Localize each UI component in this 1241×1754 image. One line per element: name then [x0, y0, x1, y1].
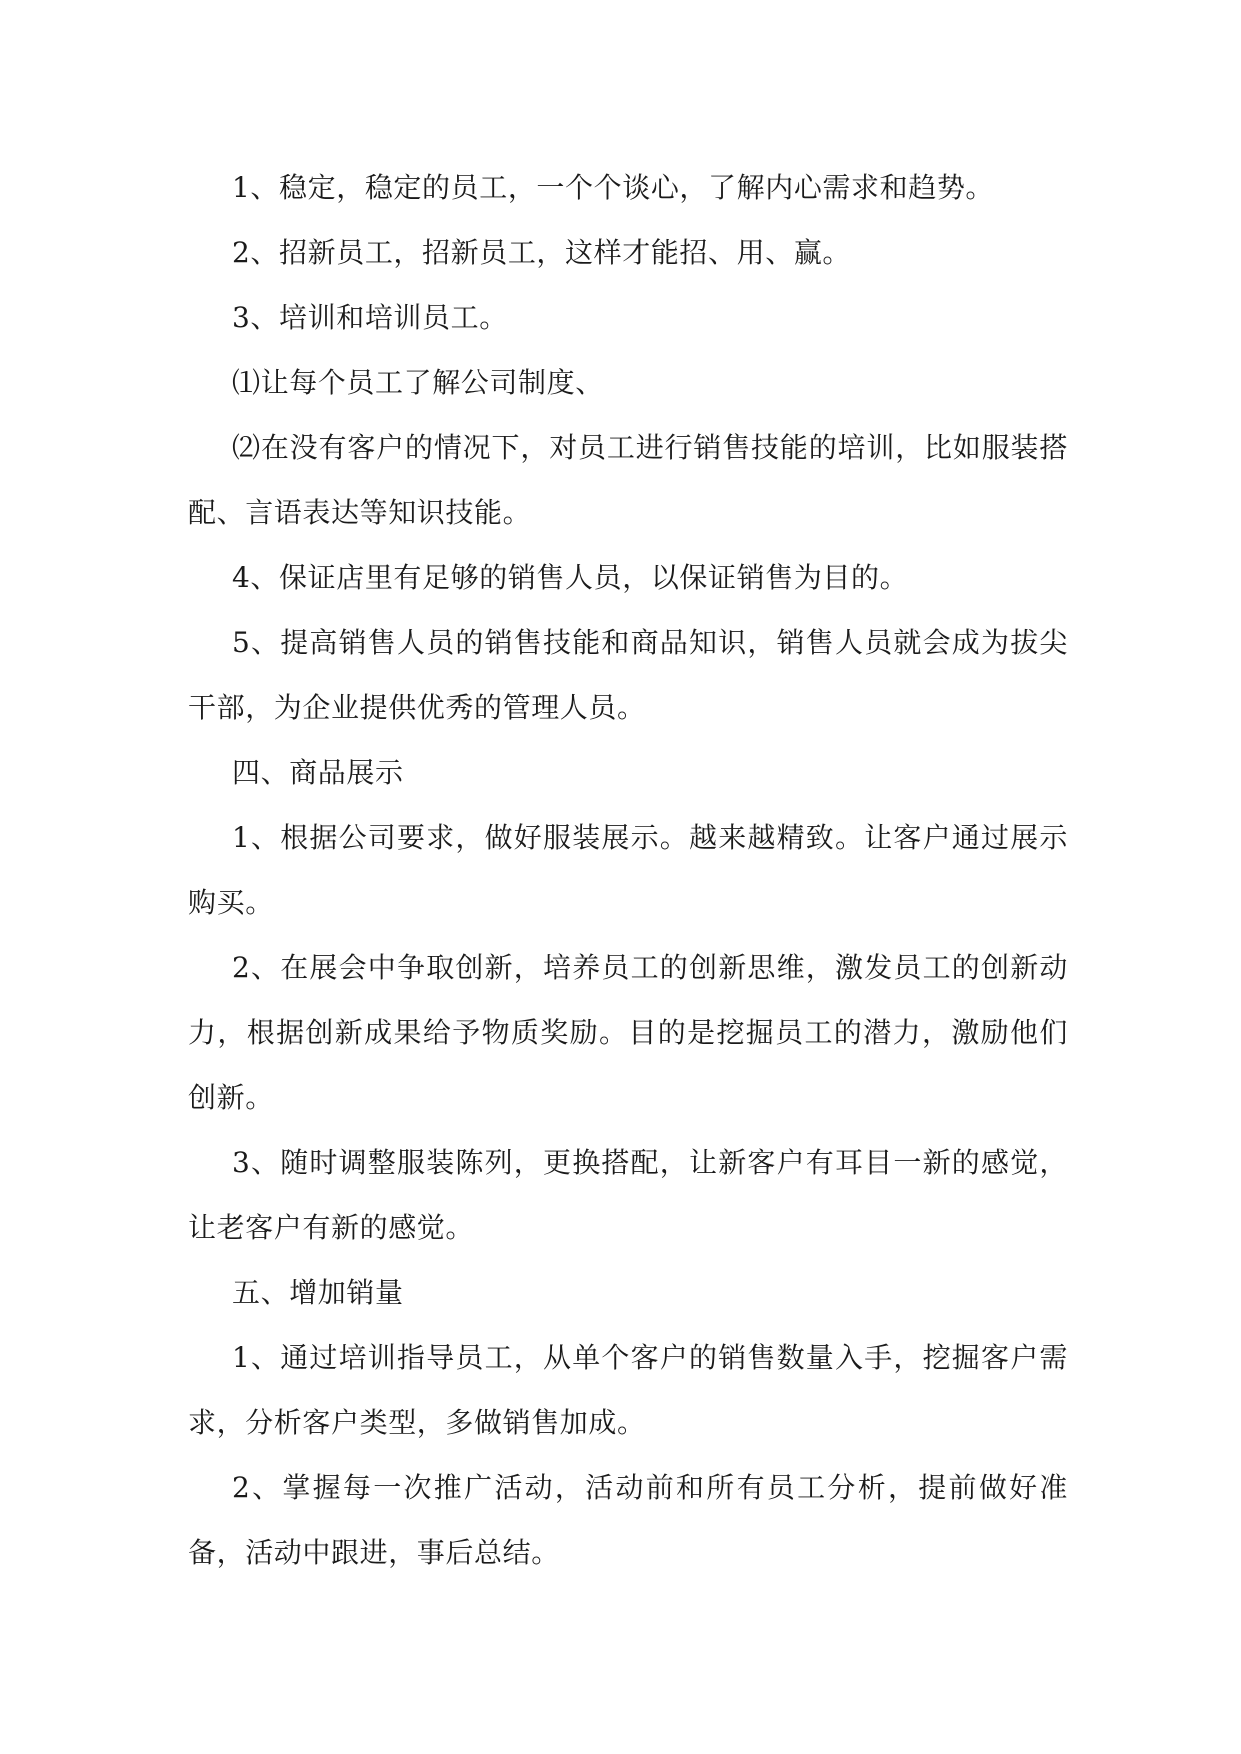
paragraph-sales-skills-training: ⑵在没有客户的情况下，对员工进行销售技能的培训，比如服装搭配、言语表达等知识技能。 — [188, 431, 1068, 529]
section-heading-product-display: 四、商品展示 — [232, 756, 404, 789]
paragraph-company-rules: ⑴让每个员工了解公司制度、 — [232, 366, 604, 399]
paragraph-training-guidance: 1、通过培训指导员工，从单个客户的销售数量入手，挖掘客户需求，分析客户类型，多做销售加成。 — [188, 1341, 1068, 1439]
paragraph-improve-sales-skills: 5、提高销售人员的销售技能和商品知识，销售人员就会成为拔尖干部，为企业提供优秀的管理人员。 — [188, 626, 1068, 724]
paragraph-recruit-staff: 2、招新员工，招新员工，这样才能招、用、赢。 — [232, 236, 852, 269]
paragraph-promotion-activities: 2、掌握每一次推广活动，活动前和所有员工分析，提前做好准备，活动中跟进，事后总结。 — [188, 1471, 1068, 1569]
paragraph-train-staff: 3、培训和培训员工。 — [232, 301, 508, 334]
paragraph-display-innovation: 2、在展会中争取创新，培养员工的创新思维，激发员工的创新动力，根据创新成果给予物质奖励。目的是挖掘员工的潜力，激励他们创新。 — [188, 951, 1068, 1114]
paragraph-staff-stability: 1、稳定，稳定的员工，一个个谈心，了解内心需求和趋势。 — [232, 171, 995, 204]
paragraph-enough-sales-staff: 4、保证店里有足够的销售人员，以保证销售为目的。 — [232, 561, 909, 594]
paragraph-adjust-display: 3、随时调整服装陈列，更换搭配，让新客户有耳目一新的感觉，让老客户有新的感觉。 — [188, 1146, 1068, 1244]
section-heading-increase-sales: 五、增加销量 — [232, 1276, 404, 1309]
paragraph-display-requirements: 1、根据公司要求，做好服装展示。越来越精致。让客户通过展示购买。 — [188, 821, 1068, 919]
document-body — [188, 155, 1068, 1585]
